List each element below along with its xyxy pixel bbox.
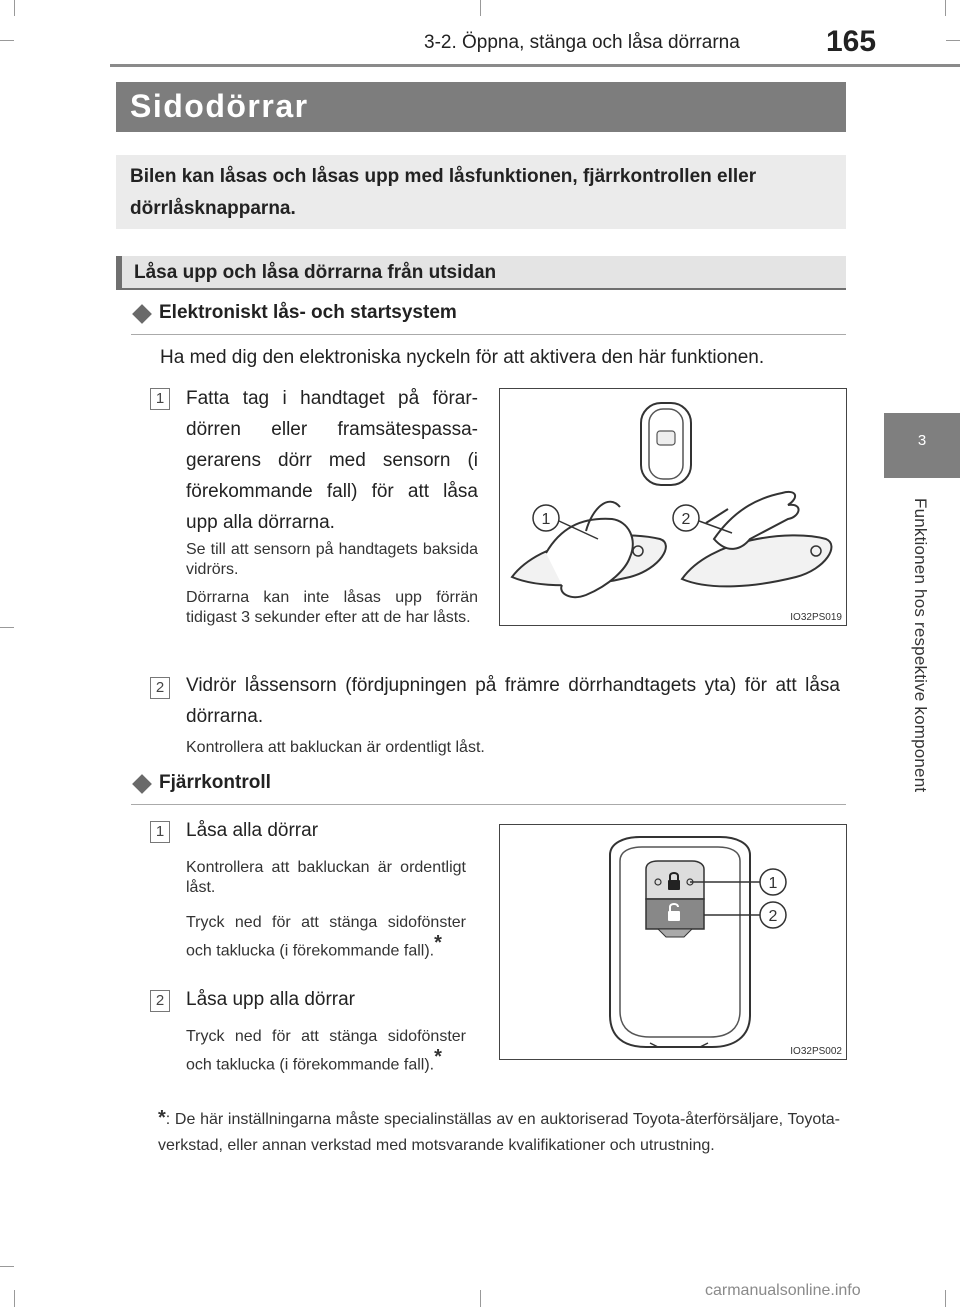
intro-text: Bilen kan låsas och låsas upp med låsfunktionen, fjärrkontrollen eller dörrlåsknapparna. bbox=[130, 166, 757, 219]
subsection-heading-remote bbox=[131, 770, 846, 805]
note-text: Tryck ned för att stänga sidofönster och taklucka (i förekommande fall). bbox=[186, 1028, 466, 1074]
crop-mark bbox=[14, 0, 15, 16]
figure-callout: 1 bbox=[768, 875, 778, 892]
chapter-title: Funktionen hos respektive komponent bbox=[911, 498, 930, 793]
figure-callout: 1 bbox=[541, 511, 551, 528]
diamond-bullet-icon bbox=[132, 304, 152, 324]
figure-callout: 2 bbox=[768, 908, 778, 925]
crop-mark bbox=[945, 1290, 946, 1307]
door-handle-illustration bbox=[500, 389, 846, 625]
step-note: Dörrarna kan inte låsas upp förrän tidigast 3 sekunder efter att de har låsts. bbox=[186, 589, 478, 626]
crop-mark bbox=[945, 0, 946, 16]
crop-mark bbox=[14, 1290, 15, 1307]
section-header: 3-2. Öppna, stänga och låsa dörrarna bbox=[424, 32, 740, 53]
remote-key-illustration bbox=[500, 825, 846, 1059]
footnote-marker: * bbox=[434, 1046, 442, 1068]
figure-callout: 2 bbox=[681, 511, 691, 528]
step-text: Låsa alla dörrar bbox=[186, 820, 319, 841]
subsection-heading-electronic bbox=[131, 300, 846, 335]
header-rule bbox=[110, 64, 960, 67]
subsection-title: Elektroniskt lås- och startsystem bbox=[159, 302, 457, 323]
figure-code: IO32PS019 bbox=[790, 612, 842, 623]
step-note bbox=[186, 913, 466, 961]
page-number: 165 bbox=[826, 25, 877, 58]
subsection-lead: Ha med dig den elektroniska nyckeln för att aktivera den här funktionen. bbox=[160, 347, 765, 368]
figure-door-handle bbox=[499, 388, 847, 626]
crop-mark bbox=[480, 1290, 481, 1307]
subsection-title: Fjärrkontroll bbox=[159, 772, 271, 793]
step-note bbox=[186, 1027, 466, 1075]
watermark: carmanualsonline.info bbox=[705, 1282, 861, 1299]
diamond-bullet-icon bbox=[132, 774, 152, 794]
crop-mark bbox=[480, 0, 481, 16]
chapter-tab: 3 bbox=[884, 413, 960, 478]
section-heading: Låsa upp och låsa dörrarna från utsidan bbox=[134, 262, 497, 283]
crop-mark bbox=[946, 40, 960, 41]
step-number: 1 bbox=[150, 388, 170, 410]
footnote-marker: * bbox=[434, 932, 442, 954]
chapter-title-bar bbox=[884, 478, 960, 948]
crop-mark bbox=[0, 40, 14, 41]
step-number: 1 bbox=[150, 821, 170, 843]
step-note: Se till att sensorn på handtagets baksida vidrörs. bbox=[186, 541, 478, 578]
page-title-bar bbox=[116, 82, 846, 132]
step-number: 2 bbox=[150, 990, 170, 1012]
footnote-text: : De här inställningarna måste specialinställas av en auktoriserad Toyota-återförsäljare, Toyota-verkstad, eller annan verkstad med motsvarande kvalifikationer och utrustning. bbox=[158, 1111, 840, 1154]
figure-code: IO32PS002 bbox=[790, 1046, 842, 1057]
step-note: Kontrollera att bakluckan är ordentligt låst. bbox=[186, 739, 485, 756]
step-number: 2 bbox=[150, 677, 170, 699]
step-text: Låsa upp alla dörrar bbox=[186, 989, 355, 1010]
crop-mark bbox=[0, 1266, 14, 1267]
figure-remote-key bbox=[499, 824, 847, 1060]
section-heading-bar bbox=[116, 256, 846, 290]
intro-box bbox=[116, 155, 846, 229]
step-text: Fatta tag i handtaget på förardörren eller framsätespassagerarens dörr med sensorn (i förekommande fall) för att låsa upp alla dörrarna. bbox=[186, 388, 478, 533]
footnote-marker: * bbox=[158, 1107, 166, 1129]
note-text: Tryck ned för att stänga sidofönster och taklucka (i förekommande fall). bbox=[186, 914, 466, 960]
page-title: Sidodörrar bbox=[130, 88, 309, 124]
step-text: Vidrör låssensorn (fördjupningen på främre dörrhandtagets yta) för att låsa dörrarna. bbox=[186, 675, 840, 727]
step-note: Kontrollera att bakluckan är ordentligt låst. bbox=[186, 859, 466, 896]
crop-mark bbox=[0, 627, 14, 628]
footnote bbox=[158, 1105, 840, 1159]
